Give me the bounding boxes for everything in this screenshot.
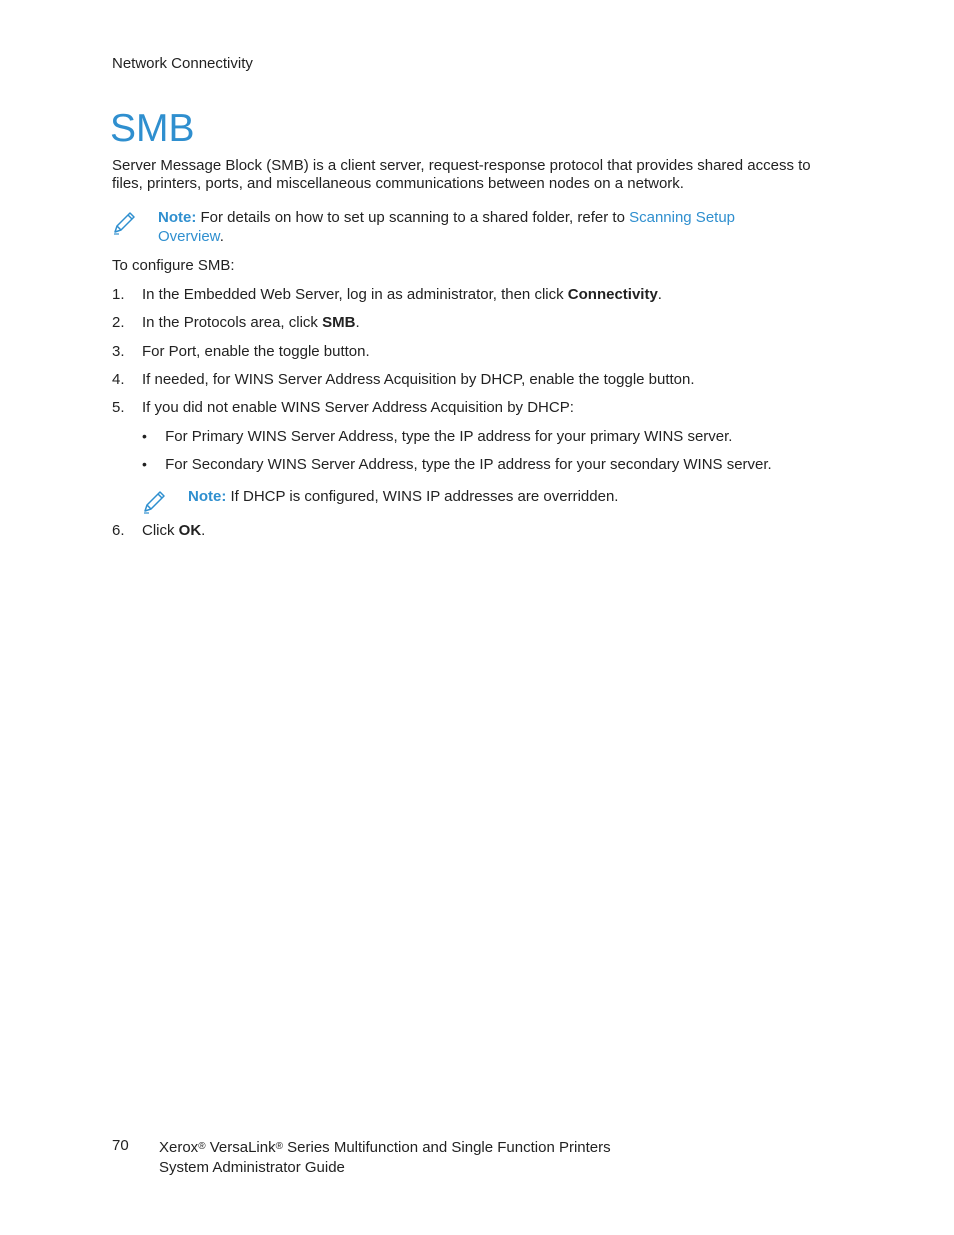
scanning-setup-overview-link[interactable]: Scanning Setup Overview <box>158 209 736 245</box>
bullet-glyph: • <box>142 428 147 444</box>
step-bold: Connectivity <box>567 286 658 303</box>
footer-product <box>159 1138 611 1158</box>
step-bold: SMB <box>322 314 356 331</box>
step-number: 5. <box>112 399 125 416</box>
note-label: Note: <box>158 209 197 226</box>
list-item <box>112 343 370 361</box>
pencil-icon <box>111 210 137 236</box>
step-number: 4. <box>112 371 125 388</box>
registered-mark: ® <box>198 1141 206 1152</box>
step-number: 6. <box>112 522 125 539</box>
step-text: In the Protocols area, click <box>142 314 323 331</box>
step-end: . <box>657 286 662 303</box>
step-text: Click <box>142 522 179 539</box>
step-end: . <box>355 314 360 331</box>
pencil-icon <box>141 489 167 515</box>
list-item <box>112 371 695 389</box>
step-number: 3. <box>112 343 125 360</box>
lead-in: To configure SMB: <box>112 257 235 274</box>
bullet-glyph: • <box>142 456 147 472</box>
note-body: For details on how to set up scanning to a shared folder, refer to <box>200 209 625 226</box>
step-text: If you did not enable WINS Server Address Acquisition by DHCP: <box>142 399 574 416</box>
bullet-item <box>142 455 772 474</box>
list-item <box>112 286 662 304</box>
step-text: For Port, enable the toggle button. <box>142 343 370 360</box>
bullet-item <box>142 427 732 446</box>
list-item <box>112 522 205 540</box>
note-text <box>158 208 798 246</box>
list-item <box>112 399 574 417</box>
registered-mark: ® <box>275 1141 283 1152</box>
note-text <box>188 488 618 506</box>
footer-guide: System Administrator Guide <box>159 1158 345 1176</box>
bullet-text: For Secondary WINS Server Address, type the IP address for your secondary WINS server. <box>165 456 772 473</box>
footer-brand-2: VersaLink <box>205 1139 276 1156</box>
step-text: If needed, for WINS Server Address Acquisition by DHCP, enable the toggle button. <box>142 371 695 388</box>
running-head: Network Connectivity <box>112 55 253 72</box>
list-item <box>112 314 360 332</box>
footer-title <box>159 1138 611 1177</box>
note-label: Note: <box>188 488 227 505</box>
note-end: . <box>219 228 224 245</box>
step-number: 1. <box>112 286 125 303</box>
step-number: 2. <box>112 314 125 331</box>
footer-brand: Xerox <box>159 1139 199 1156</box>
page-title: SMB <box>110 107 195 150</box>
intro-paragraph: Server Message Block (SMB) is a client server, request-response protocol that provides shared access to files, printers, ports, and miscellaneous communications between nodes on a network. <box>112 157 811 192</box>
step-end: . <box>201 522 206 539</box>
page-number: 70 <box>112 1137 129 1154</box>
footer-product-rest: Series Multifunction and Single Function Printers <box>282 1139 611 1156</box>
step-text: In the Embedded Web Server, log in as administrator, then click <box>142 286 568 303</box>
note-body: If DHCP is configured, WINS IP addresses are overridden. <box>230 488 619 505</box>
step-bold: OK <box>178 522 202 539</box>
bullet-text: For Primary WINS Server Address, type the IP address for your primary WINS server. <box>165 428 733 445</box>
